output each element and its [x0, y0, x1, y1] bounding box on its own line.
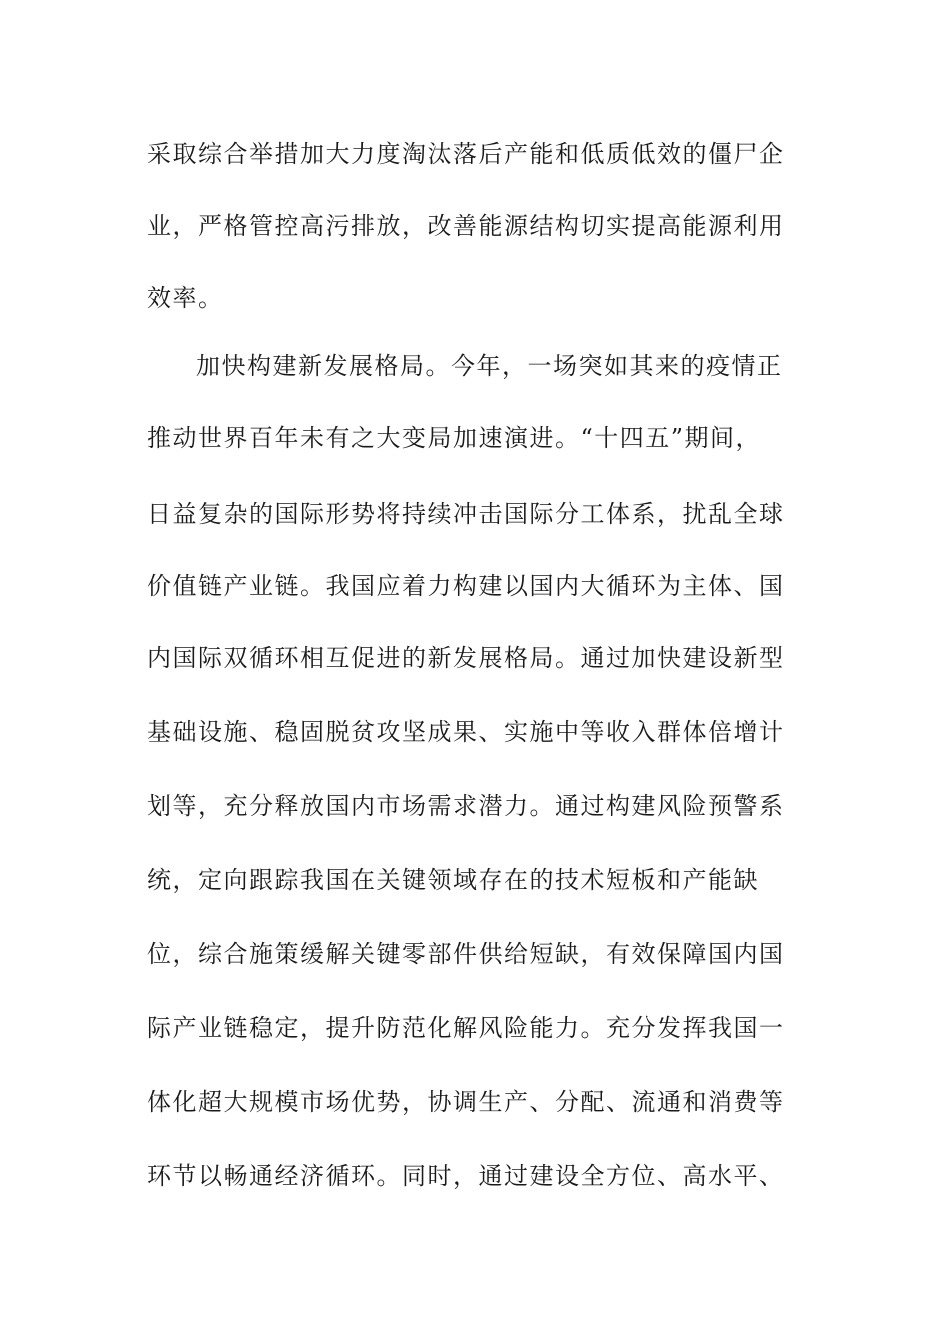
text-line: 位，综合施策缓解关键零部件供给短缺，有效保障国内国: [147, 940, 785, 968]
text-line: 采取综合举措加大力度淘汰落后产能和低质低效的僵尸企: [147, 140, 785, 168]
text-line: 业，严格管控高污排放，改善能源结构切实提高能源利用: [147, 212, 785, 240]
text-line: 价值链产业链。我国应着力构建以国内大循环为主体、国: [147, 572, 785, 600]
text-line: 环节以畅通经济循环。同时，通过建设全方位、高水平、: [147, 1162, 785, 1190]
text-line: 划等，充分释放国内市场需求潜力。通过构建风险预警系: [147, 792, 785, 820]
text-line: 统，定向跟踪我国在关键领域存在的技术短板和产能缺: [147, 866, 759, 894]
paragraph-first-line: 加快构建新发展格局。今年，一场突如其来的疫情正: [196, 352, 783, 380]
text-line: 日益复杂的国际形势将持续冲击国际分工体系，扰乱全球: [147, 500, 785, 528]
text-line: 际产业链稳定，提升防范化解风险能力。充分发挥我国一: [147, 1014, 785, 1042]
text-line: 推动世界百年未有之大变局加速演进。“十四五”期间，: [147, 424, 762, 452]
text-line: 效率。: [147, 284, 224, 312]
text-line: 内国际双循环相互促进的新发展格局。通过加快建设新型: [147, 644, 785, 672]
text-line: 体化超大规模市场优势，协调生产、分配、流通和消费等: [147, 1088, 785, 1116]
text-line: 基础设施、稳固脱贫攻坚成果、实施中等收入群体倍增计: [147, 718, 785, 746]
